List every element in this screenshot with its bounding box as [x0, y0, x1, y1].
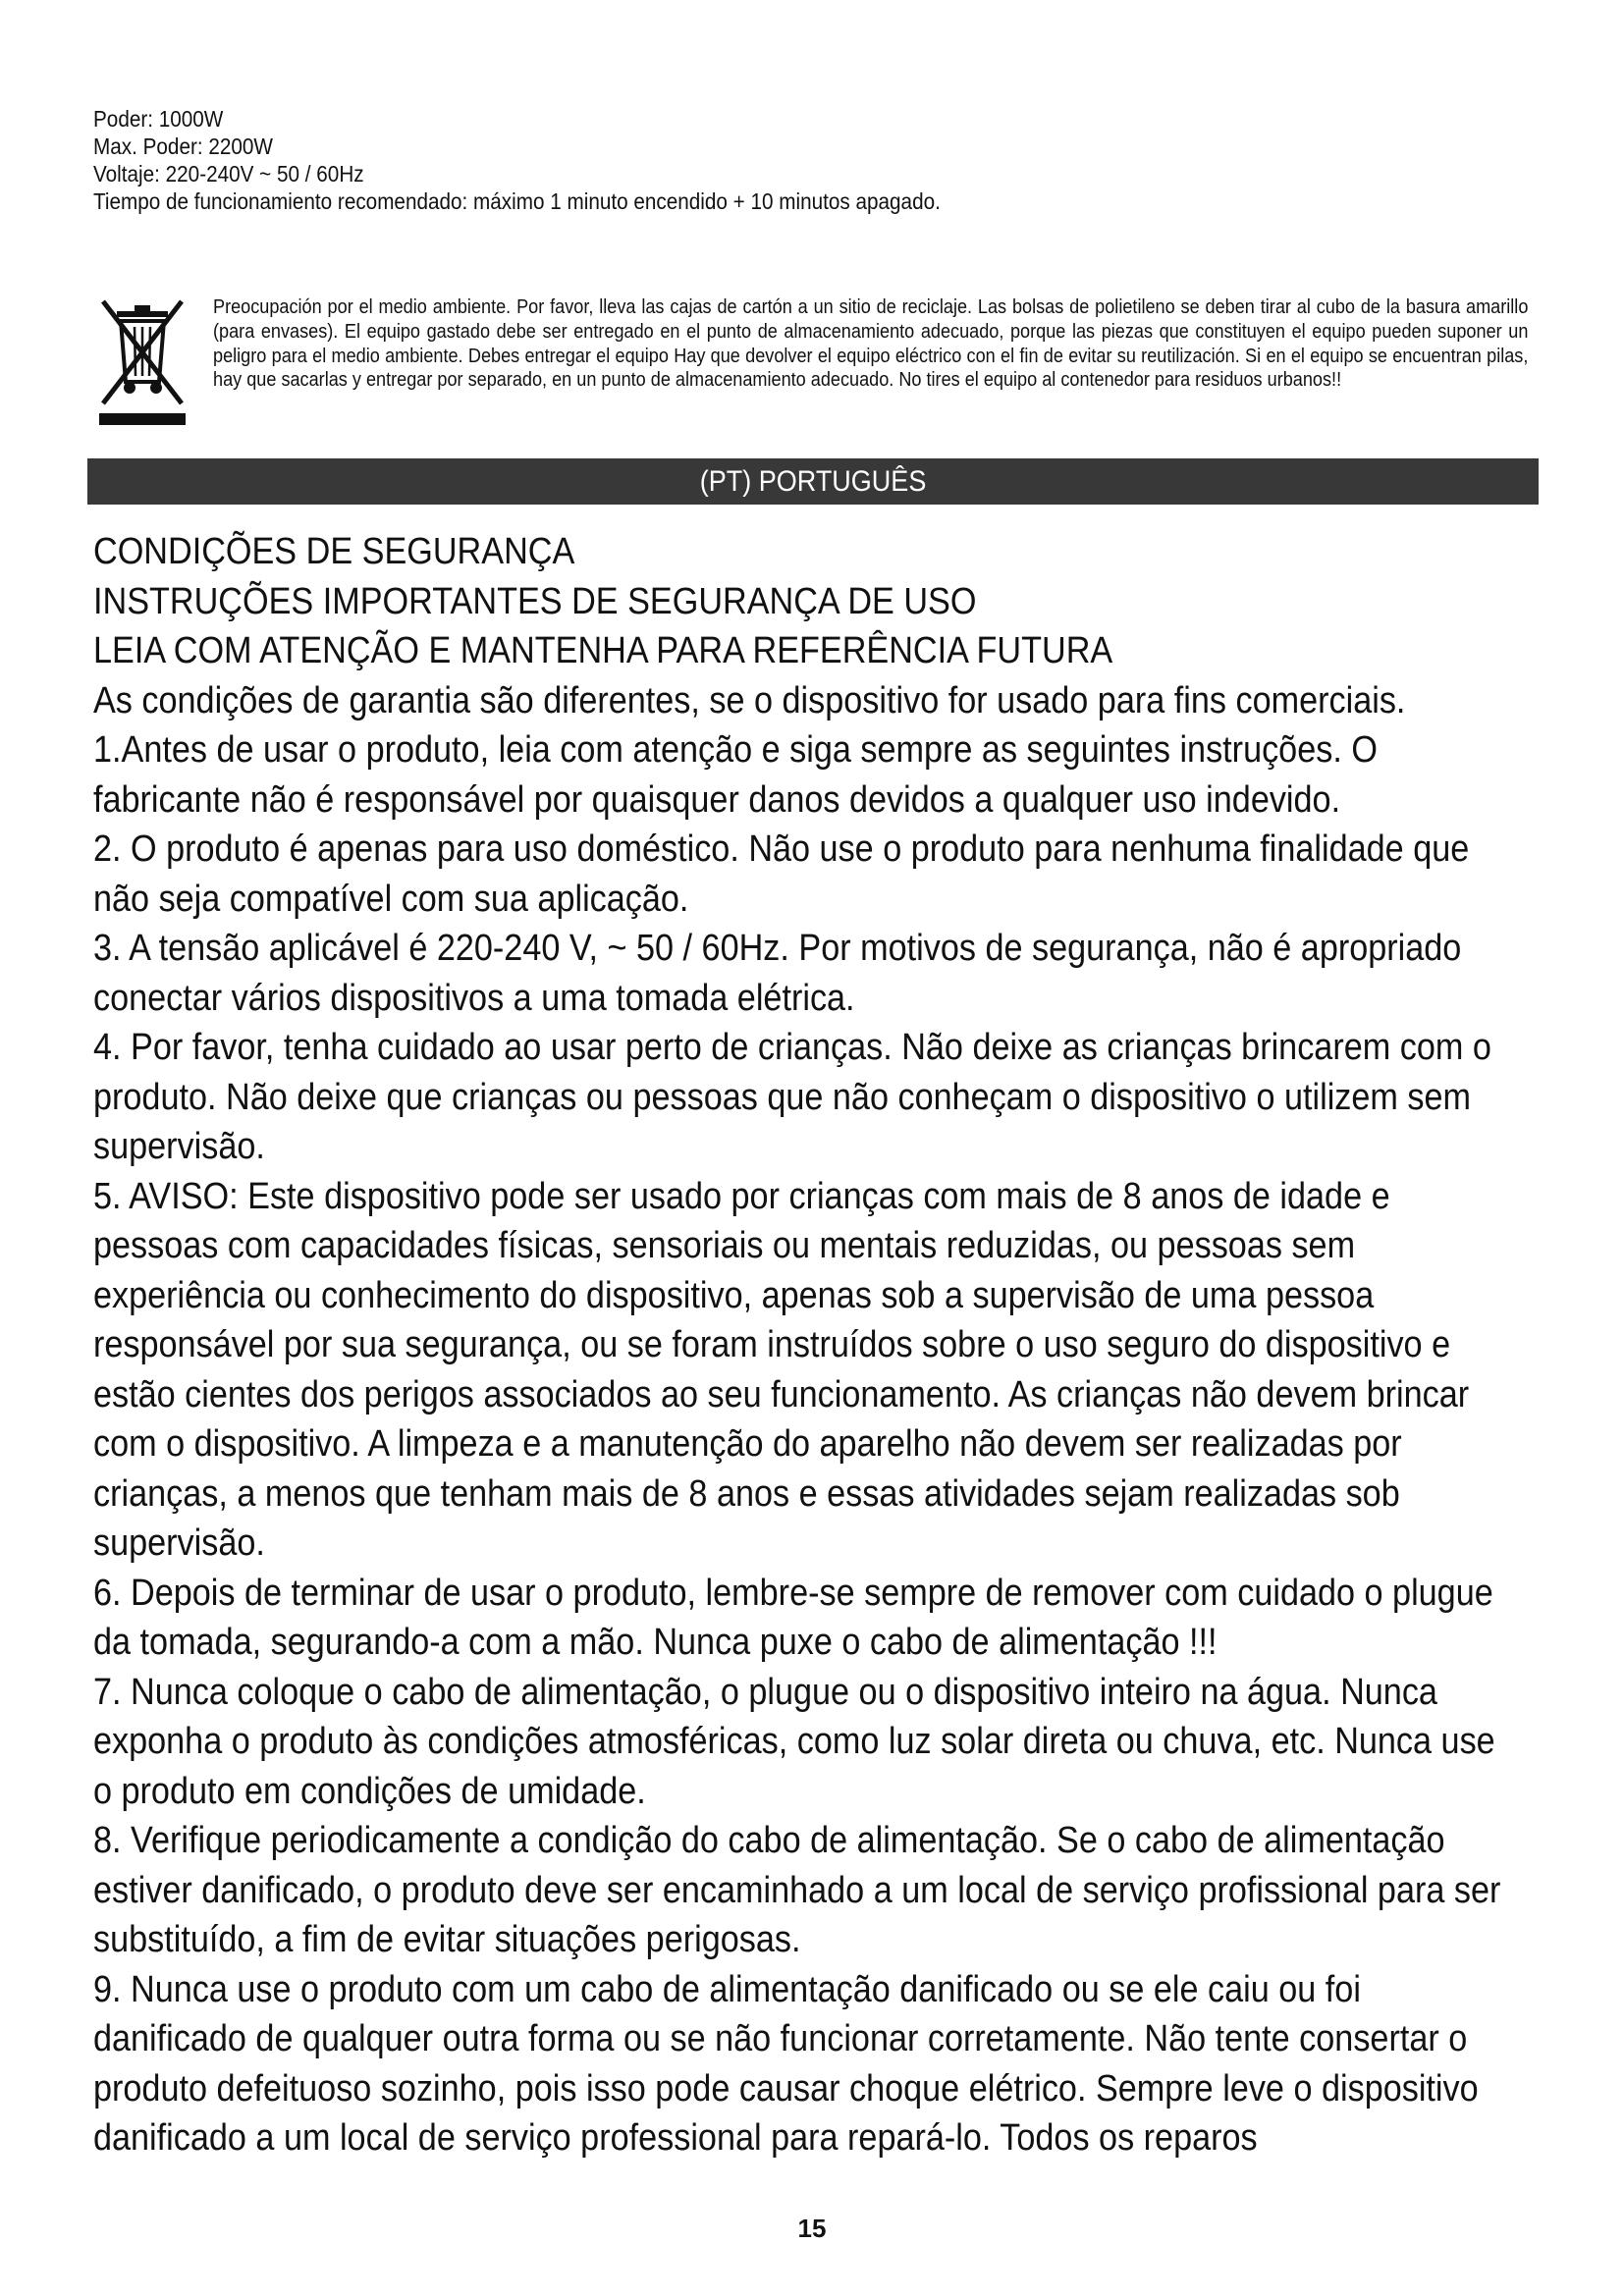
spec-list — [93, 105, 1366, 215]
spec-max-power: Max. Poder: 2200W — [93, 133, 273, 159]
heading-important-instructions: INSTRUÇÕES IMPORTANTES DE SEGURANÇA DE USO — [93, 580, 977, 622]
instruction-item: 4. Por favor, tenha cuidado ao usar perto de crianças. Não deixe as crianças brincarem com o produto. Não deixe que crianças ou pessoas que não conheçam o dispositivo o utilizem sem supervisão. — [93, 1027, 1491, 1167]
instruction-item: 3. A tensão aplicável é 220-240 V, ~ 50 / 60Hz. Por motivos de segurança, não é apropriado conectar vários dispositivos a uma tomada elétrica. — [93, 928, 1462, 1019]
instruction-item: 6. Depois de terminar de usar o produto, lembre-se sempre de remover com cuidado o plugue da tomada, segurando-a com a mão. Nunca puxe o cabo de alimentação !!! — [93, 1572, 1493, 1663]
heading-read-carefully: LEIA COM ATENÇÃO E MANTENHA PARA REFERÊNCIA FUTURA — [93, 630, 1113, 671]
instruction-item: 8. Verifique periodicamente a condição do cabo de alimentação. Se o cabo de alimentação estiver danificado, o produto deve ser encaminhado a um local de serviço profissional para ser substituído, a fim de evitar situações perigosas. — [93, 1820, 1501, 1960]
instruction-item: 1.Antes de usar o produto, leia com atenção e siga sempre as seguintes instruções. O fabricante não é responsável por quaisquer danos devidos a qualquer uso indevido. — [93, 729, 1378, 821]
heading-safety-conditions: CONDIÇÕES DE SEGURANÇA — [93, 531, 575, 572]
spec-power: Poder: 1000W — [93, 106, 224, 132]
page-number: 15 — [797, 2214, 827, 2243]
environment-text: Preocupación por el medio ambiente. Por favor, lleva las cajas de cartón a un sitio de reciclaje. Las bolsas de polietileno se deben tirar al cubo de la basura amarillo (para envases). El equipo gastado debe ser entregado en el punto de almacenamiento adecuado, porque las piezas que constituyen el equipo pueden suponer un peligro para el medio ambiente. Debes entregar el equipo Hay que devolver el equipo eléctrico con el fin de evitar su reutilización. Si en el equipo se encuentran pilas, hay que sacarlas y entregar por separado, en un punto de almacenamiento adecuado. No tires el equipo al contenedor para residuos urbanos!! — [213, 296, 1529, 392]
spec-voltage: Voltaje: 220-240V ~ 50 / 60Hz — [93, 161, 364, 187]
language-label: (PT) PORTUGUÊS — [699, 465, 927, 498]
spec-operating-time: Tiempo de funcionamiento recomendado: máximo 1 minuto encendido + 10 minutos apagado. — [93, 188, 941, 214]
environment-notice — [93, 288, 1537, 435]
safety-section — [93, 527, 1518, 2163]
language-section-bar — [87, 458, 1539, 505]
crossed-out-wheeled-bin-icon — [93, 295, 191, 425]
warranty-note: As condições de garantia são diferentes, se o dispositivo for usado para fins comerciais. — [93, 679, 1406, 721]
instruction-item: 7. Nunca coloque o cabo de alimentação, o plugue ou o dispositivo inteiro na água. Nunca exponha o produto às condições atmosféricas, como luz solar direta ou chuva, etc. Nunca use o produto em condições de umidade. — [93, 1671, 1495, 1812]
instruction-item: 2. O produto é apenas para uso doméstico. Não use o produto para nenhuma finalidade que não seja compatível com sua aplicação. — [93, 828, 1470, 920]
instruction-item: 5. AVISO: Este dispositivo pode ser usado por crianças com mais de 8 anos de idade e pessoas com capacidades físicas, sensoriais ou mentais reduzidas, ou pessoas sem experiência ou conhecimento do dispositivo, apenas sob a supervisão de uma pessoa responsável por sua segurança, ou se foram instruídos sobre o uso seguro do dispositivo e estão cientes dos perigos associados ao seu funcionamento. As crianças não devem brincar com o dispositivo. A limpeza e a manutenção do aparelho não devem ser realizadas por crianças, a menos que tenham mais de 8 anos e essas atividades sejam realizadas sob supervisão. — [93, 1175, 1470, 1564]
instruction-item: 9. Nunca use o produto com um cabo de alimentação danificado ou se ele caiu ou foi danificado de qualquer outra forma ou se não funcionar corretamente. Não tente consertar o produto defeituoso sozinho, pois isso pode causar choque elétrico. Sempre leve o dispositivo danificado a um local de serviço professional para repará-lo. Todos os reparos — [93, 1968, 1479, 2159]
